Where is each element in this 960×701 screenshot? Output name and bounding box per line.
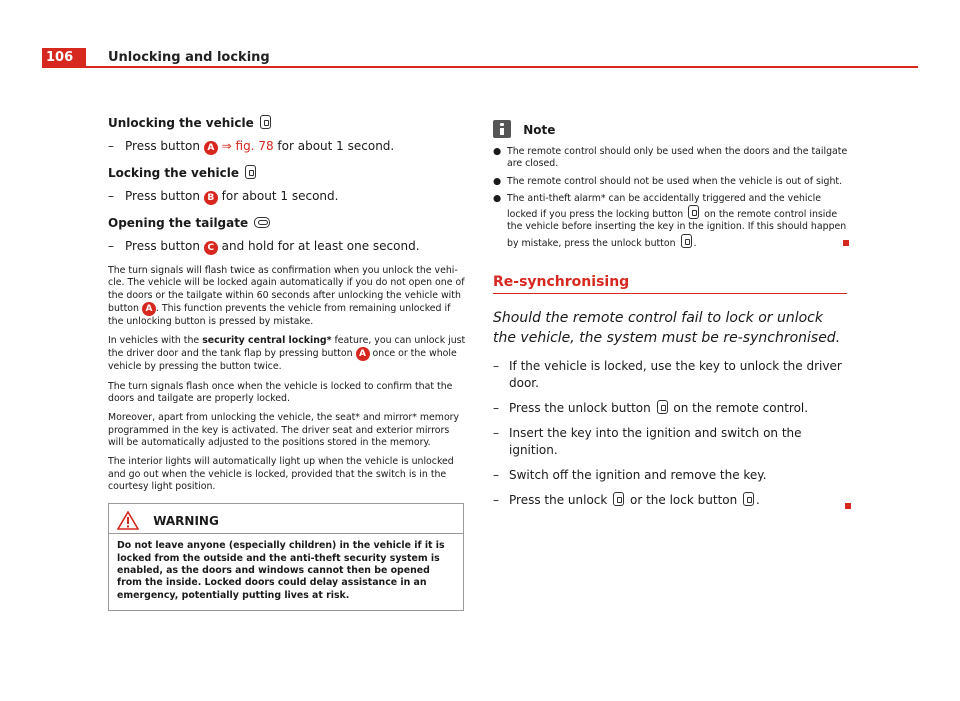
unlock-key-icon — [657, 400, 668, 414]
section-intro: Should the remote control fail to lock or unlock the vehicle, the system must be re-synchronised. — [493, 310, 841, 347]
end-marker — [843, 240, 849, 246]
figure-link[interactable]: ⇒ fig. 78 — [221, 139, 274, 153]
note-info-icon — [493, 120, 511, 138]
left-column — [108, 115, 466, 611]
tailgate-key-icon — [254, 217, 270, 228]
warning-header — [109, 504, 463, 534]
note-title: Note — [523, 123, 556, 137]
button-a-badge: A — [142, 302, 156, 316]
note-item: ● The anti-theft alarm* can be accidentally triggered and the vehicle locked if you press the locking button on the remote control inside the vehicle before inserting the key in the ignition. If this should happen by mistake, press the unlock button . — [493, 193, 849, 250]
lock-key-icon — [245, 165, 256, 179]
unlock-step: – Press button A ⇒ fig. 78 for about 1 second. — [108, 139, 395, 153]
resync-step: – If the vehicle is locked, use the key to unlock the driver door. — [493, 359, 842, 391]
unlock-key-icon — [613, 492, 624, 506]
paragraph-turn-signals: The turn signals will flash twice as confirmation when you unlock the vehi-cle. The vehicle will be locked again automatically if you do not open one of the doors or the tailgate within 60 seconds after unlocking the vehicle with button A . This function prevents the vehicle from remaining unlocked if the unlocking button is pressed by mistake. — [108, 265, 465, 327]
tailgate-heading: Opening the tailgate — [108, 215, 466, 232]
right-column — [493, 120, 849, 517]
resync-step: – Press the unlock button on the remote control. — [493, 401, 809, 416]
unlock-heading: Unlocking the vehicle — [108, 115, 466, 132]
lock-key-icon — [743, 492, 754, 506]
note-item: ● The remote control should only be used when the doors and the tailgate are closed. — [493, 146, 848, 170]
button-a-badge: A — [204, 141, 218, 155]
resync-step: – Insert the key into the ignition and switch on the ignition. — [493, 426, 802, 458]
lock-step: – Press button B for about 1 second. — [108, 189, 339, 203]
resync-step: – Switch off the ignition and remove the key. — [493, 468, 767, 483]
page-number: 106 — [42, 48, 86, 68]
tailgate-step: – Press button C and hold for at least one second. — [108, 239, 420, 253]
paragraph-central-locking: In vehicles with the security central locking* feature, you can unlock just the driver door and the tank flap by pressing button A once or the whole vehicle by pressing the button twice. — [108, 335, 466, 373]
lock-key-icon — [688, 205, 699, 219]
header-rule — [86, 66, 918, 68]
button-b-badge: B — [204, 191, 218, 205]
note-header — [493, 120, 849, 146]
paragraph-interior-lights: The interior lights will automatically light up when the vehicle is unlocked and go out when the vehicle is locked, provided that the switch is in the courtesy light position. — [108, 456, 454, 492]
unlock-key-icon — [681, 234, 692, 248]
end-marker — [845, 503, 851, 509]
paragraph-lock-confirm: The turn signals flash once when the vehicle is locked to confirm that the doors and tailgate are properly locked. — [108, 380, 453, 405]
section-title: Re-synchronising — [493, 274, 847, 294]
unlock-key-icon — [260, 115, 271, 129]
note-item: ● The remote control should not be used when the vehicle is out of sight. — [493, 175, 843, 187]
resync-step: – Press the unlock or the lock button . — [493, 492, 849, 509]
lock-heading: Locking the vehicle — [108, 165, 466, 182]
paragraph-memory: Moreover, apart from unlocking the vehicle, the seat* and mirror* memory programmed in the key is activated. The driver seat and exterior mirrors will be automatically adjusted to the positions stored in the memory. — [108, 412, 460, 448]
warning-title: WARNING — [153, 514, 219, 529]
warning-text: Do not leave anyone (especially children) in the vehicle if it is locked from the outside and the anti-theft security system is enabled, as the doors and windows cannot then be opened from the inside. Locked doors could delay assistance in an emergency, potentially putting lives at risk. — [117, 540, 445, 601]
button-a-badge: A — [356, 347, 370, 361]
button-c-badge: C — [204, 241, 218, 255]
warning-triangle-icon — [117, 511, 139, 533]
page-title: Unlocking and locking — [108, 50, 270, 65]
warning-box — [108, 503, 464, 611]
